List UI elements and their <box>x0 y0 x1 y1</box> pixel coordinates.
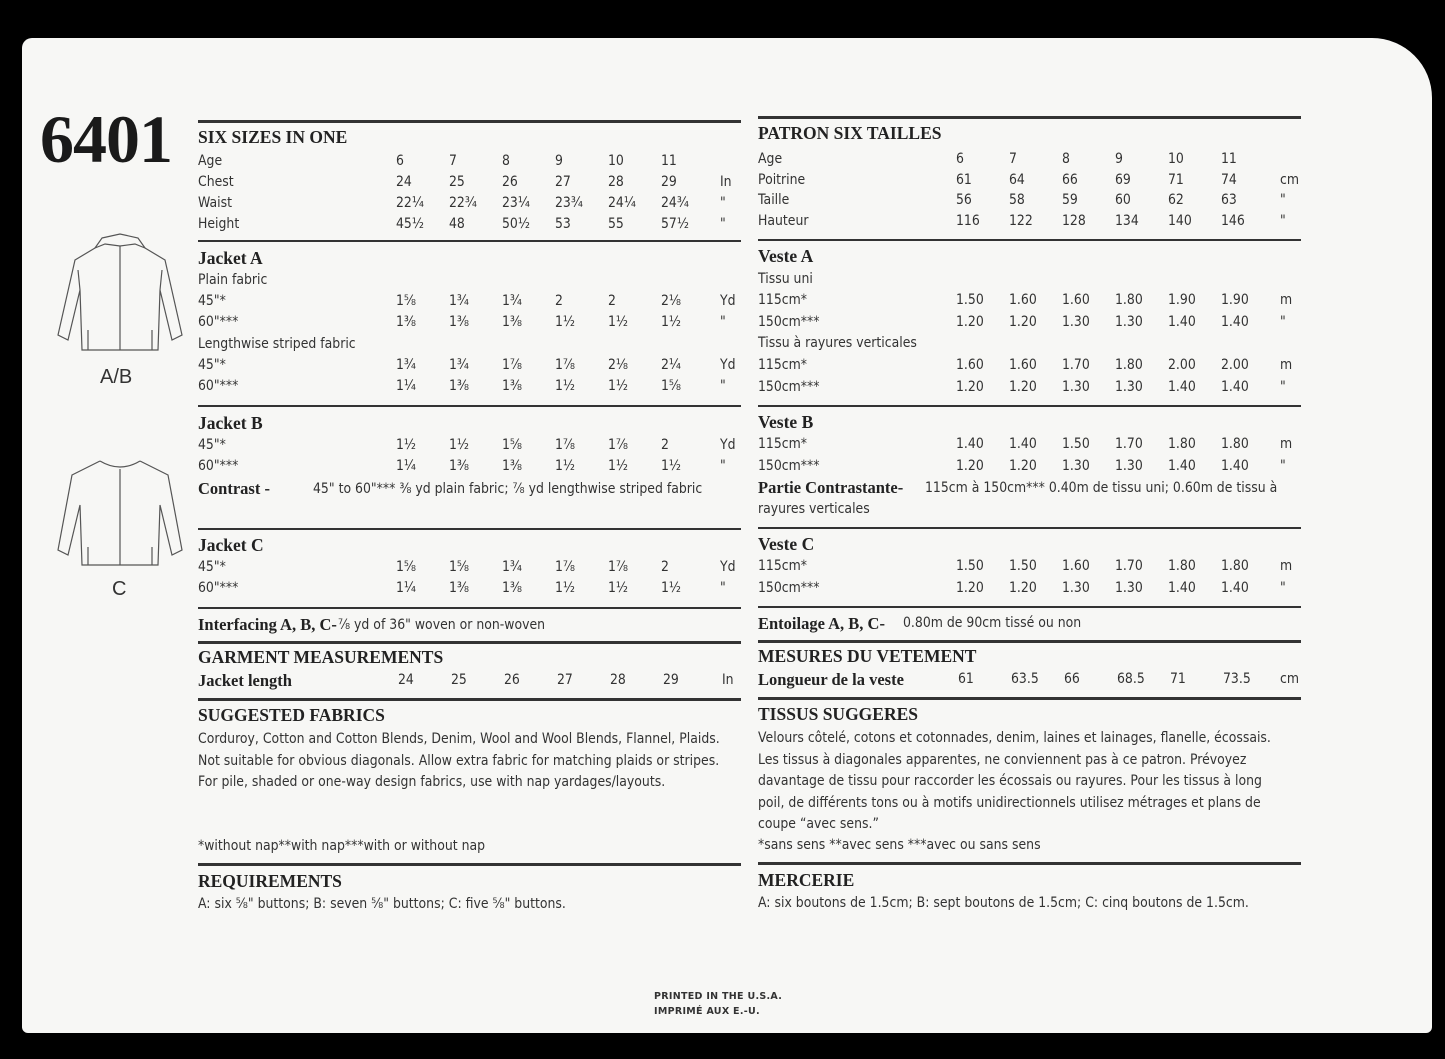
en-fabrics-line: Corduroy, Cotton and Cotton Blends, Denim, Wool and Wool Blends, Flannel, Plaids. <box>198 731 720 747</box>
fr-contrast-text-2: rayures verticales <box>758 501 870 517</box>
en-contrast-label: Contrast - <box>198 479 270 498</box>
en-jb-value: 2 <box>661 437 669 453</box>
en-ja1-row-label: 60"*** <box>198 314 239 330</box>
fr-va2-value: 1.60 <box>956 357 984 373</box>
en-ja1-value: 1½ <box>661 314 682 330</box>
fr-vc-value: 1.70 <box>1115 558 1143 574</box>
en-title-rule <box>198 120 741 123</box>
fr-longueur-value: 63.5 <box>1011 671 1039 687</box>
en-jc-value: 1½ <box>661 580 682 596</box>
en-size-value: 10 <box>608 153 624 169</box>
fr-va1-value: 1.80 <box>1115 292 1143 308</box>
fr-size-unit: cm <box>1280 171 1300 188</box>
en-size-value: 6 <box>396 153 404 169</box>
fr-longueur-value: 71 <box>1170 671 1186 687</box>
en-ja2-row-label: 60"*** <box>198 378 239 394</box>
fr-va2-value: 1.40 <box>1221 378 1249 395</box>
en-size-unit: In <box>720 174 732 190</box>
fr-rule-mesures <box>758 640 1301 643</box>
en-ja1-value: 2 <box>555 293 563 309</box>
en-size-value: 26 <box>502 174 518 190</box>
fr-va1-value: 1.30 <box>1062 313 1090 330</box>
fr-vb-unit: " <box>1280 457 1286 474</box>
en-size-value: 22¼ <box>396 195 424 211</box>
fr-longueur-value: 66 <box>1064 671 1080 687</box>
fr-va1-value: 1.20 <box>1009 313 1037 330</box>
fr-tissus-line: Les tissus à diagonales apparentes, ne conviennent pas à ce patron. Prévoyez <box>758 751 1247 768</box>
en-ja2-value: 1⅞ <box>502 357 523 373</box>
en-fabrics-line: Not suitable for obvious diagonals. Allow extra fabric for matching plaids or stripes. <box>198 752 720 769</box>
fr-mercerie-title: MERCERIE <box>758 870 855 890</box>
en-interfacing-text: ⅞ yd of 36" woven or non-woven <box>338 617 546 633</box>
view-ab-label: A/B <box>100 366 133 388</box>
en-jb-row-label: 45"* <box>198 437 226 453</box>
en-jacket-c-title: Jacket C <box>198 535 264 555</box>
en-size-value: 7 <box>449 153 457 169</box>
en-ja2-value: 1½ <box>555 378 576 394</box>
en-garment-title: GARMENT MEASUREMENTS <box>198 647 444 667</box>
en-jacket-a-plain: Plain fabric <box>198 272 268 288</box>
fr-va1-value: 1.90 <box>1168 292 1196 308</box>
fr-size-row-label: Taille <box>758 192 790 208</box>
fr-size-value: 134 <box>1115 212 1139 229</box>
en-ja2-value: 1⅜ <box>502 378 523 394</box>
fr-size-value: 146 <box>1221 212 1245 229</box>
fr-tissus-line: davantage de tissu pour raccorder les écossais ou rayures. Pour les tissus à long <box>758 773 1262 789</box>
fr-vb-value: 1.50 <box>1062 436 1090 452</box>
en-ja1-row-label: 45"* <box>198 293 226 309</box>
en-req-title: REQUIREMENTS <box>198 871 342 891</box>
en-rule-a <box>198 240 741 242</box>
en-ja1-value: 2 <box>608 293 616 309</box>
fr-size-value: 59 <box>1062 192 1078 208</box>
en-ja1-unit: " <box>720 314 726 330</box>
en-size-value: 9 <box>555 153 563 169</box>
en-jb-value: 1½ <box>396 437 417 453</box>
fr-mercerie-text: A: six boutons de 1.5cm; B: sept boutons de 1.5cm; C: cinq boutons de 1.5cm. <box>758 895 1249 911</box>
en-rule-c <box>198 528 741 530</box>
en-jacket-length-unit: In <box>722 672 734 688</box>
fr-vc-value: 1.30 <box>1062 579 1090 596</box>
fr-rule-a <box>758 239 1301 241</box>
fr-va1-value: 1.60 <box>1062 292 1090 308</box>
fr-vb-value: 1.40 <box>1009 436 1037 452</box>
fr-rule-tissus <box>758 697 1301 700</box>
en-nap-note: *without nap**with nap***with or without nap <box>198 838 486 854</box>
fr-vc-value: 1.60 <box>1062 558 1090 574</box>
en-size-value: 57½ <box>661 216 689 232</box>
en-jb-unit: " <box>720 458 726 474</box>
en-jb-unit: Yd <box>720 437 736 453</box>
fr-vb-value: 1.80 <box>1221 436 1249 452</box>
en-size-value: 25 <box>449 174 465 190</box>
fr-va1-unit: " <box>1280 313 1286 330</box>
view-c-label: C <box>112 578 127 600</box>
fr-size-value: 122 <box>1009 212 1033 229</box>
fr-vb-value: 1.20 <box>1009 457 1037 474</box>
en-ja1-value: 2⅛ <box>661 293 682 309</box>
en-title: SIX SIZES IN ONE <box>198 127 348 147</box>
en-ja2-value: 1⅜ <box>449 378 470 394</box>
fr-rule-b <box>758 405 1301 407</box>
en-size-row-label: Age <box>198 153 223 169</box>
fr-va2-value: 1.60 <box>1009 357 1037 373</box>
fr-vc-unit: m <box>1280 558 1293 574</box>
fr-veste-a-rayures: Tissu à rayures verticales <box>758 335 917 351</box>
fr-size-value: 64 <box>1009 171 1025 188</box>
en-ja1-value: 1¾ <box>449 293 470 309</box>
fr-rule-c <box>758 527 1301 529</box>
en-req-text: A: six ⅝" buttons; B: seven ⅝" buttons; C: five ⅝" buttons. <box>198 896 566 912</box>
fr-size-value: 71 <box>1168 171 1184 188</box>
en-fabrics-line: For pile, shaded or one-way design fabrics, use with nap yardages/layouts. <box>198 774 666 790</box>
en-jc-value: 1¼ <box>396 580 417 596</box>
fr-size-value: 62 <box>1168 192 1184 208</box>
en-jacket-b-title: Jacket B <box>198 413 263 433</box>
fr-vb-value: 1.70 <box>1115 436 1143 452</box>
fr-va1-value: 1.40 <box>1168 313 1196 330</box>
fr-va1-value: 1.30 <box>1115 313 1143 330</box>
en-ja2-unit: Yd <box>720 357 736 373</box>
en-jc-value: 1⅜ <box>449 580 470 596</box>
fr-entoilage-text: 0.80m de 90cm tissé ou non <box>903 615 1082 631</box>
fr-vc-value: 1.40 <box>1168 579 1196 596</box>
fr-vb-value: 1.30 <box>1062 457 1090 474</box>
fr-veste-b-title: Veste B <box>758 412 814 432</box>
en-jacket-length-value: 28 <box>610 672 626 688</box>
fr-vb-value: 1.40 <box>1221 457 1249 474</box>
fr-va1-value: 1.20 <box>956 313 984 330</box>
fr-vc-row-label: 150cm*** <box>758 579 820 596</box>
en-jc-value: 1⅝ <box>396 559 417 575</box>
fr-tissus-line: coupe “avec sens.” <box>758 816 879 832</box>
en-size-unit: " <box>720 195 726 211</box>
fr-nap-note: *sans sens **avec sens ***avec ou sans sens <box>758 837 1041 853</box>
fr-va1-row-label: 150cm*** <box>758 313 820 330</box>
en-jb-value: 1⅜ <box>502 458 523 474</box>
en-size-value: 24¼ <box>608 195 636 211</box>
fr-size-unit: " <box>1280 212 1286 229</box>
en-jc-value: 1⅞ <box>608 559 629 575</box>
pattern-number: 6401 <box>40 101 172 177</box>
fr-va1-value: 1.50 <box>956 292 984 308</box>
en-jb-value: 1¼ <box>396 458 417 474</box>
en-jb-value: 1½ <box>608 458 629 474</box>
en-ja1-value: 1¾ <box>502 293 523 309</box>
fr-vc-value: 1.50 <box>956 558 984 574</box>
en-ja1-value: 1½ <box>608 314 629 330</box>
fr-size-row-label: Age <box>758 151 783 167</box>
fr-vb-row-label: 150cm*** <box>758 457 820 474</box>
fr-vc-value: 1.20 <box>956 579 984 596</box>
en-rule-interfacing <box>198 607 741 609</box>
fr-veste-a-uni: Tissu uni <box>758 271 813 287</box>
en-contrast-text: 45" to 60"*** ⅜ yd plain fabric; ⅞ yd lengthwise striped fabric <box>313 481 703 497</box>
en-ja2-value: 2⅛ <box>608 357 629 373</box>
fr-longueur-value: 68.5 <box>1117 671 1145 687</box>
en-ja2-value: 1¼ <box>396 378 417 394</box>
en-size-value: 27 <box>555 174 571 190</box>
fr-mesures-title: MESURES DU VETEMENT <box>758 646 977 666</box>
en-jb-value: 1⅝ <box>502 437 523 453</box>
fr-vc-value: 1.80 <box>1168 558 1196 574</box>
fr-tissus-line: poil, de différents tons ou à motifs unidirectionnels utilisez métrages et plans de <box>758 794 1261 811</box>
en-jacket-length-value: 26 <box>504 672 520 688</box>
fr-va2-value: 1.30 <box>1062 378 1090 395</box>
printed-in-usa: PRINTED IN THE U.S.A. <box>654 991 783 1002</box>
en-jacket-a-striped: Lengthwise striped fabric <box>198 336 356 352</box>
fr-vb-row-label: 115cm* <box>758 436 808 452</box>
fr-va2-row-label: 115cm* <box>758 357 808 373</box>
en-size-value: 23¼ <box>502 195 530 211</box>
en-jacket-a-title: Jacket A <box>198 248 263 268</box>
en-size-value: 45½ <box>396 216 424 232</box>
en-size-value: 8 <box>502 153 510 169</box>
en-size-row-label: Chest <box>198 174 234 190</box>
en-jc-value: 1¾ <box>502 559 523 575</box>
en-jc-row-label: 45"* <box>198 559 226 575</box>
fr-vc-unit: " <box>1280 579 1286 596</box>
fr-rule-mercerie <box>758 862 1301 865</box>
en-jacket-length-value: 29 <box>663 672 679 688</box>
en-size-value: 24¾ <box>661 195 689 211</box>
en-size-value: 29 <box>661 174 677 190</box>
fr-size-value: 116 <box>956 212 980 229</box>
en-size-value: 50½ <box>502 216 530 232</box>
en-size-value: 55 <box>608 216 624 232</box>
en-jb-value: 1⅞ <box>608 437 629 453</box>
en-jb-value: 1⅞ <box>555 437 576 453</box>
fr-vb-unit: m <box>1280 436 1293 452</box>
en-size-value: 24 <box>396 174 412 190</box>
fr-size-value: 69 <box>1115 171 1131 188</box>
en-ja2-value: 2¼ <box>661 357 682 373</box>
en-ja1-value: 1⅜ <box>449 314 470 330</box>
fr-size-unit: " <box>1280 192 1286 208</box>
en-size-value: 28 <box>608 174 624 190</box>
fr-size-value: 6 <box>956 151 964 167</box>
fr-va2-value: 1.40 <box>1168 378 1196 395</box>
fr-size-value: 66 <box>1062 171 1078 188</box>
en-ja1-value: 1⅝ <box>396 293 417 309</box>
fr-contrast-label: Partie Contrastante- <box>758 478 904 497</box>
fr-size-value: 9 <box>1115 151 1123 167</box>
fr-va2-unit: " <box>1280 378 1286 395</box>
fr-size-value: 60 <box>1115 192 1131 208</box>
fr-contrast-text: 115cm à 150cm*** 0.40m de tissu uni; 0.60m de tissu à <box>925 480 1278 496</box>
fr-size-value: 58 <box>1009 192 1025 208</box>
en-jc-unit: Yd <box>720 559 736 575</box>
fr-vc-row-label: 115cm* <box>758 558 808 574</box>
en-jc-row-label: 60"*** <box>198 580 239 596</box>
en-jb-row-label: 60"*** <box>198 458 239 474</box>
en-size-value: 53 <box>555 216 571 232</box>
fr-longueur-label: Longueur de la veste <box>758 670 904 689</box>
fr-va2-value: 1.20 <box>956 378 984 395</box>
en-rule-fabrics <box>198 698 741 701</box>
en-ja1-value: 1½ <box>555 314 576 330</box>
fr-size-value: 11 <box>1221 151 1237 167</box>
fr-va1-row-label: 115cm* <box>758 292 808 308</box>
en-ja2-value: 1¾ <box>396 357 417 373</box>
fr-va2-value: 2.00 <box>1168 357 1196 373</box>
fr-title: PATRON SIX TAILLES <box>758 123 942 143</box>
fr-size-value: 74 <box>1221 171 1237 188</box>
en-rule-garment <box>198 641 741 644</box>
fr-va2-value: 1.70 <box>1062 357 1090 373</box>
fr-va2-value: 1.20 <box>1009 378 1037 395</box>
en-ja1-value: 1⅜ <box>502 314 523 330</box>
fr-title-rule <box>758 116 1301 119</box>
jacket-c-illustration <box>50 455 190 570</box>
fr-vc-value: 1.40 <box>1221 579 1249 596</box>
fr-tissus-title: TISSUS SUGGERES <box>758 704 919 724</box>
fr-size-value: 128 <box>1062 212 1086 229</box>
en-rule-b <box>198 405 741 407</box>
fr-size-value: 63 <box>1221 192 1237 208</box>
fr-va2-row-label: 150cm*** <box>758 378 820 395</box>
en-size-value: 22¾ <box>449 195 477 211</box>
en-jacket-length-value: 25 <box>451 672 467 688</box>
jacket-ab-illustration <box>50 230 190 360</box>
en-size-value: 11 <box>661 153 677 169</box>
fr-va1-unit: m <box>1280 292 1293 308</box>
en-ja1-value: 1⅜ <box>396 314 417 330</box>
en-jb-value: 1⅜ <box>449 458 470 474</box>
en-size-value: 23¾ <box>555 195 583 211</box>
en-jb-value: 1½ <box>661 458 682 474</box>
fr-va1-value: 1.60 <box>1009 292 1037 308</box>
en-jacket-length-value: 27 <box>557 672 573 688</box>
fr-size-value: 8 <box>1062 151 1070 167</box>
en-jb-value: 1½ <box>555 458 576 474</box>
fr-vc-value: 1.30 <box>1115 579 1143 596</box>
en-jacket-length-value: 24 <box>398 672 414 688</box>
fr-size-row-label: Hauteur <box>758 212 809 229</box>
en-jc-value: 2 <box>661 559 669 575</box>
fr-size-value: 56 <box>956 192 972 208</box>
fr-va2-value: 2.00 <box>1221 357 1249 373</box>
fr-longueur-value: 73.5 <box>1223 671 1251 687</box>
en-jc-unit: " <box>720 580 726 596</box>
fr-vb-value: 1.80 <box>1168 436 1196 452</box>
en-jc-value: 1½ <box>608 580 629 596</box>
en-interfacing-label: Interfacing A, B, C- <box>198 615 337 634</box>
fr-va2-value: 1.30 <box>1115 378 1143 395</box>
fr-size-value: 61 <box>956 171 972 188</box>
fr-va1-value: 1.90 <box>1221 292 1249 308</box>
en-jb-value: 1½ <box>449 437 470 453</box>
fr-size-value: 140 <box>1168 212 1192 229</box>
fr-vc-value: 1.20 <box>1009 579 1037 596</box>
en-ja2-value: 1½ <box>608 378 629 394</box>
en-size-value: 48 <box>449 216 465 232</box>
fr-tissus-line: Velours côtelé, cotons et cotonnades, denim, laines et lainages, flanelle, écossais. <box>758 730 1271 746</box>
en-size-row-label: Waist <box>198 195 233 211</box>
fr-longueur-value: 61 <box>958 671 974 687</box>
en-jc-value: 1½ <box>555 580 576 596</box>
fr-va2-unit: m <box>1280 357 1293 373</box>
imprime-aux-eu: IMPRIMÉ AUX E.-U. <box>654 1006 760 1017</box>
fr-longueur-unit: cm <box>1280 671 1300 687</box>
en-jc-value: 1⅝ <box>449 559 470 575</box>
fr-vb-value: 1.20 <box>956 457 984 474</box>
fr-va2-value: 1.80 <box>1115 357 1143 373</box>
fr-rule-entoilage <box>758 606 1301 608</box>
fr-entoilage-label: Entoilage A, B, C- <box>758 614 885 633</box>
en-size-unit: " <box>720 216 726 232</box>
fr-veste-c-title: Veste C <box>758 534 815 554</box>
en-ja1-unit: Yd <box>720 293 736 309</box>
en-jc-value: 1⅜ <box>502 580 523 596</box>
en-fabrics-title: SUGGESTED FABRICS <box>198 705 385 725</box>
en-ja2-value: 1¾ <box>449 357 470 373</box>
fr-size-row-label: Poitrine <box>758 171 806 188</box>
fr-size-value: 10 <box>1168 151 1184 167</box>
fr-vb-value: 1.40 <box>956 436 984 452</box>
fr-vc-value: 1.50 <box>1009 558 1037 574</box>
en-jacket-length-label: Jacket length <box>198 671 292 690</box>
en-size-row-label: Height <box>198 216 240 232</box>
en-rule-req <box>198 863 741 866</box>
fr-veste-a-title: Veste A <box>758 246 814 266</box>
fr-vb-value: 1.30 <box>1115 457 1143 474</box>
en-ja2-unit: " <box>720 378 726 394</box>
en-ja2-value: 1⅝ <box>661 378 682 394</box>
en-ja2-row-label: 45"* <box>198 357 226 373</box>
en-ja2-value: 1⅞ <box>555 357 576 373</box>
en-jc-value: 1⅞ <box>555 559 576 575</box>
fr-vc-value: 1.80 <box>1221 558 1249 574</box>
fr-size-value: 7 <box>1009 151 1017 167</box>
fr-vb-value: 1.40 <box>1168 457 1196 474</box>
fr-va1-value: 1.40 <box>1221 313 1249 330</box>
